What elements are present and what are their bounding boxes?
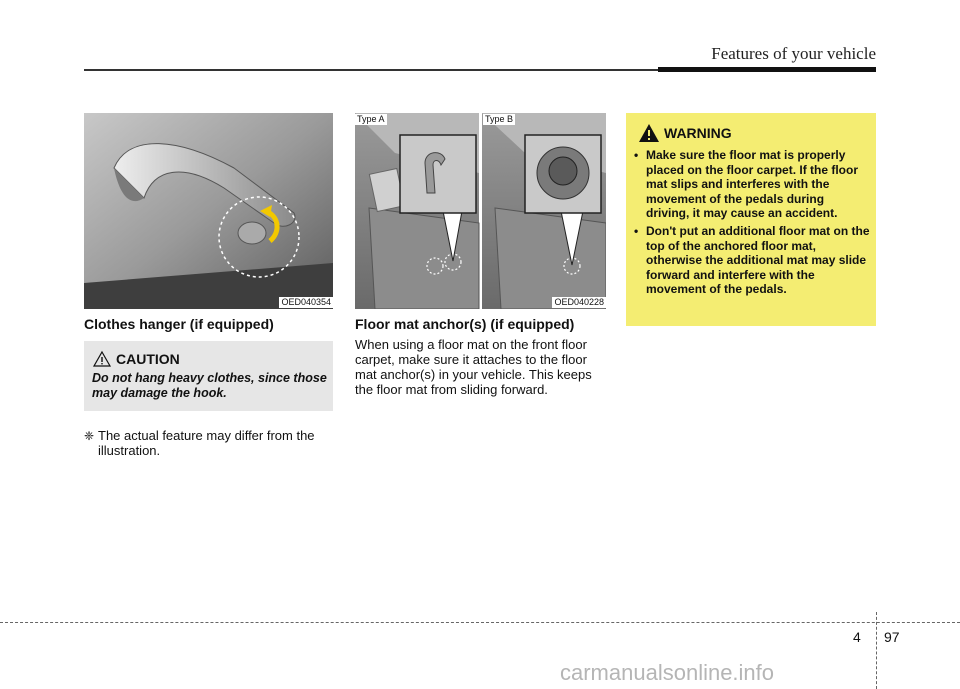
- clothes-hanger-illustration: [84, 113, 333, 309]
- watermark: carmanualsonline.info: [560, 660, 775, 685]
- chapter-number: 4: [853, 629, 861, 645]
- caution-text: Do not hang heavy clothes, since those may damage the hook.: [92, 371, 327, 400]
- bullet: •: [634, 148, 639, 162]
- warning-title: WARNING: [664, 125, 732, 141]
- section-title-clothes-hanger: Clothes hanger (if equipped): [84, 316, 274, 332]
- bullet: •: [634, 223, 639, 238]
- running-header: Features of your vehicle: [711, 44, 876, 63]
- warning-list: [634, 148, 870, 300]
- note-text: The actual feature may differ from the illustration.: [98, 428, 315, 458]
- footer-rule: [0, 622, 960, 623]
- header-rule-accent: [658, 67, 876, 72]
- page-number: 97: [884, 629, 900, 645]
- warning-triangle-icon: [638, 123, 660, 143]
- caution-box: [84, 341, 333, 411]
- caution-title: CAUTION: [116, 351, 180, 367]
- type-a-label: Type A: [357, 114, 385, 124]
- note-symbol: ❈: [84, 429, 95, 443]
- warning-item: [634, 148, 870, 221]
- warning-item-text: Make sure the floor mat is properly placed on the floor carpet. If the floor mat slips and interferes with the movement of the pedals during driving, it may cause an accident.: [646, 148, 859, 221]
- warning-item: [634, 224, 870, 297]
- figure-code-label: OED040228: [554, 297, 604, 307]
- figure-code-label: OED040354: [281, 297, 331, 307]
- warning-box: [626, 113, 876, 326]
- floor-mat-body-text: When using a floor mat on the front floor carpet, make sure it attaches to the floor mat anchor(s) in your vehicle. This keeps the floor mat from sliding forward.: [355, 337, 592, 397]
- type-b-label: Type B: [485, 114, 514, 124]
- floor-mat-anchor-illustration: [355, 113, 606, 309]
- footer-divider: [876, 612, 877, 689]
- warning-item-text: Don't put an additional floor mat on the top of the anchored floor mat, otherwise the additional mat may slide forward and interfere with the movement of the pedals.: [646, 223, 870, 297]
- caution-triangle-icon: [92, 350, 112, 368]
- section-title-floor-mat: Floor mat anchor(s) (if equipped): [355, 316, 575, 332]
